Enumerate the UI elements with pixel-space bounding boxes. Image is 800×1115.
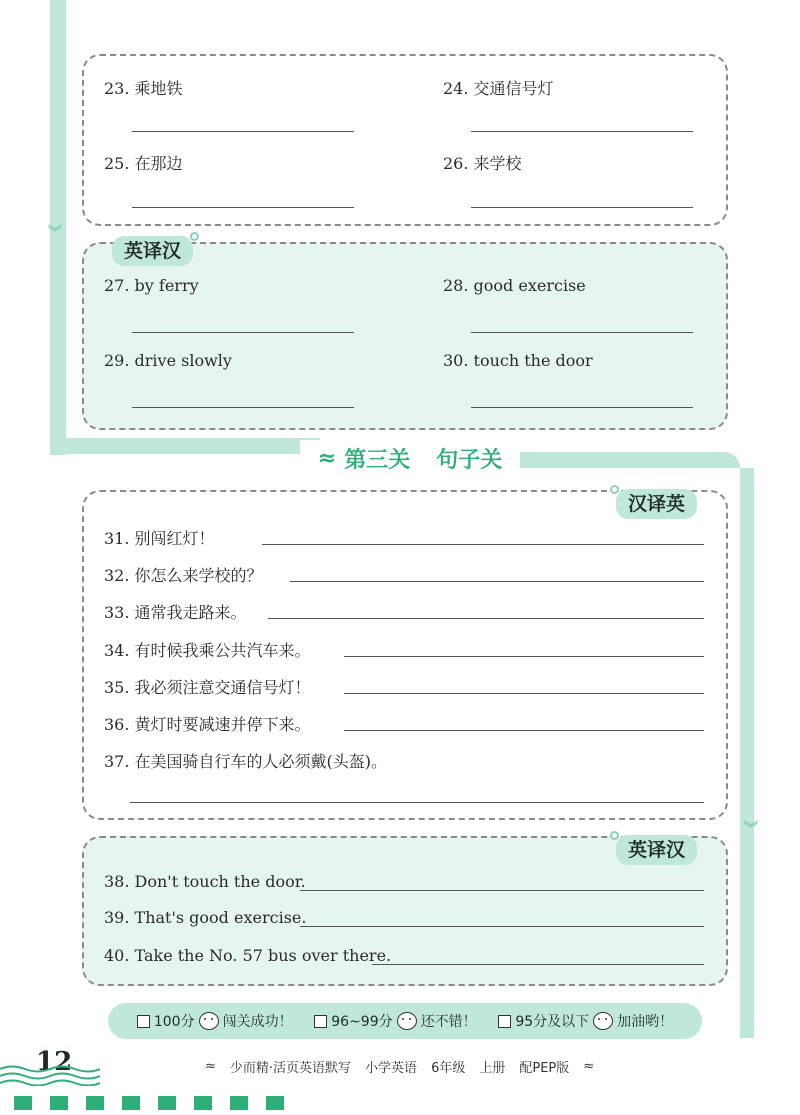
answer-blank-37[interactable] bbox=[130, 802, 704, 803]
question-36: 36. 黄灯时要减速并停下来。 bbox=[104, 715, 311, 734]
checkbox[interactable] bbox=[314, 1015, 327, 1028]
section-tag-en-cn bbox=[112, 236, 193, 266]
answer-blank-35[interactable] bbox=[344, 693, 704, 694]
score-label: 95分及以下 bbox=[515, 1014, 590, 1030]
happy-face-icon bbox=[199, 1012, 219, 1030]
frame-bottom-bar bbox=[50, 438, 320, 454]
tag-label: 汉译英 bbox=[628, 493, 686, 515]
answer-blank-30[interactable] bbox=[471, 407, 693, 408]
answer-blank-39[interactable] bbox=[300, 926, 704, 927]
answer-blank-31[interactable] bbox=[262, 544, 704, 545]
answer-blank-25[interactable] bbox=[132, 207, 354, 208]
frame-right-side-bar bbox=[740, 468, 754, 1038]
question-25: 25. 在那边 bbox=[104, 154, 183, 173]
footer-info bbox=[205, 1057, 594, 1076]
smile-face-icon bbox=[397, 1012, 417, 1030]
checkbox[interactable] bbox=[498, 1015, 511, 1028]
answer-blank-28[interactable] bbox=[471, 332, 693, 333]
answer-blank-36[interactable] bbox=[344, 730, 704, 731]
answer-blank-34[interactable] bbox=[344, 656, 704, 657]
answer-blank-23[interactable] bbox=[132, 131, 354, 132]
question-32: 32. 你怎么来学校的？ bbox=[104, 566, 263, 585]
section-3-title bbox=[300, 440, 520, 476]
answer-blank-38[interactable] bbox=[300, 890, 704, 891]
tag-dot-icon bbox=[190, 232, 199, 241]
score-item-100 bbox=[137, 1011, 293, 1031]
score-item-96-99 bbox=[314, 1011, 476, 1031]
wave-icon: ≈ bbox=[317, 445, 337, 471]
checkbox[interactable] bbox=[137, 1015, 150, 1028]
score-message: 还不错！ bbox=[420, 1014, 477, 1030]
question-27: 27. by ferry bbox=[104, 276, 199, 295]
grade: 6年级 bbox=[431, 1061, 466, 1076]
question-31: 31. 别闯红灯！ bbox=[104, 529, 215, 548]
question-23: 23. 乘地铁 bbox=[104, 79, 183, 98]
score-label: 100分 bbox=[153, 1014, 195, 1030]
question-39: 39. That's good exercise. bbox=[104, 908, 307, 927]
score-message: 闯关成功！ bbox=[222, 1014, 293, 1030]
wave-icon: ≈ bbox=[205, 1059, 216, 1074]
subject: 小学英语 bbox=[365, 1061, 418, 1076]
question-34: 34. 有时候我乘公共汽车来。 bbox=[104, 641, 311, 660]
question-35: 35. 我必须注意交通信号灯！ bbox=[104, 678, 311, 697]
section-3-label: 第三关 bbox=[344, 447, 411, 473]
page-number: 12 bbox=[36, 1047, 73, 1077]
wave-decoration-icon bbox=[0, 1064, 100, 1086]
volume: 上册 bbox=[479, 1061, 506, 1076]
question-26: 26. 来学校 bbox=[443, 154, 522, 173]
wave-icon: ≈ bbox=[583, 1059, 595, 1074]
vocab-en-cn-box bbox=[82, 242, 728, 430]
chevron-down-icon: ︾ bbox=[744, 821, 758, 837]
score-label: 96~99分 bbox=[331, 1014, 393, 1030]
question-30: 30. touch the door bbox=[443, 351, 593, 370]
tag-label: 英译汉 bbox=[124, 240, 182, 262]
question-33: 33. 通常我走路来。 bbox=[104, 603, 247, 622]
decorative-squares bbox=[14, 1096, 284, 1110]
answer-blank-33[interactable] bbox=[268, 618, 704, 619]
cheer-face-icon bbox=[593, 1012, 613, 1030]
answer-blank-27[interactable] bbox=[132, 332, 354, 333]
answer-blank-26[interactable] bbox=[471, 207, 693, 208]
section-tag-en-cn-2 bbox=[616, 835, 697, 865]
tag-dot-icon bbox=[610, 485, 619, 494]
question-37: 37. 在美国骑自行车的人必须戴(头盔)。 bbox=[104, 752, 388, 771]
answer-blank-29[interactable] bbox=[132, 407, 354, 408]
question-38: 38. Don't touch the door. bbox=[104, 872, 306, 891]
answer-blank-24[interactable] bbox=[471, 131, 693, 132]
chevron-down-icon: ︾ bbox=[48, 225, 62, 241]
score-message: 加油哟！ bbox=[617, 1014, 674, 1030]
frame-right-top-bar bbox=[510, 452, 740, 468]
tag-label: 英译汉 bbox=[628, 839, 686, 861]
answer-blank-40[interactable] bbox=[372, 964, 704, 965]
tag-dot-icon bbox=[610, 831, 619, 840]
edition: 配PEP版 bbox=[519, 1061, 570, 1076]
question-24: 24. 交通信号灯 bbox=[443, 79, 554, 98]
answer-blank-32[interactable] bbox=[290, 581, 704, 582]
score-bar bbox=[108, 1003, 702, 1039]
question-40: 40. Take the No. 57 bus over there. bbox=[104, 946, 392, 965]
question-28: 28. good exercise bbox=[443, 276, 586, 295]
series-name: 少而精·活页英语默写 bbox=[229, 1061, 352, 1076]
section-3-subtitle: 句子关 bbox=[436, 447, 503, 473]
question-29: 29. drive slowly bbox=[104, 351, 232, 370]
score-item-95-below bbox=[498, 1011, 673, 1031]
section-tag-cn-en bbox=[616, 489, 697, 519]
